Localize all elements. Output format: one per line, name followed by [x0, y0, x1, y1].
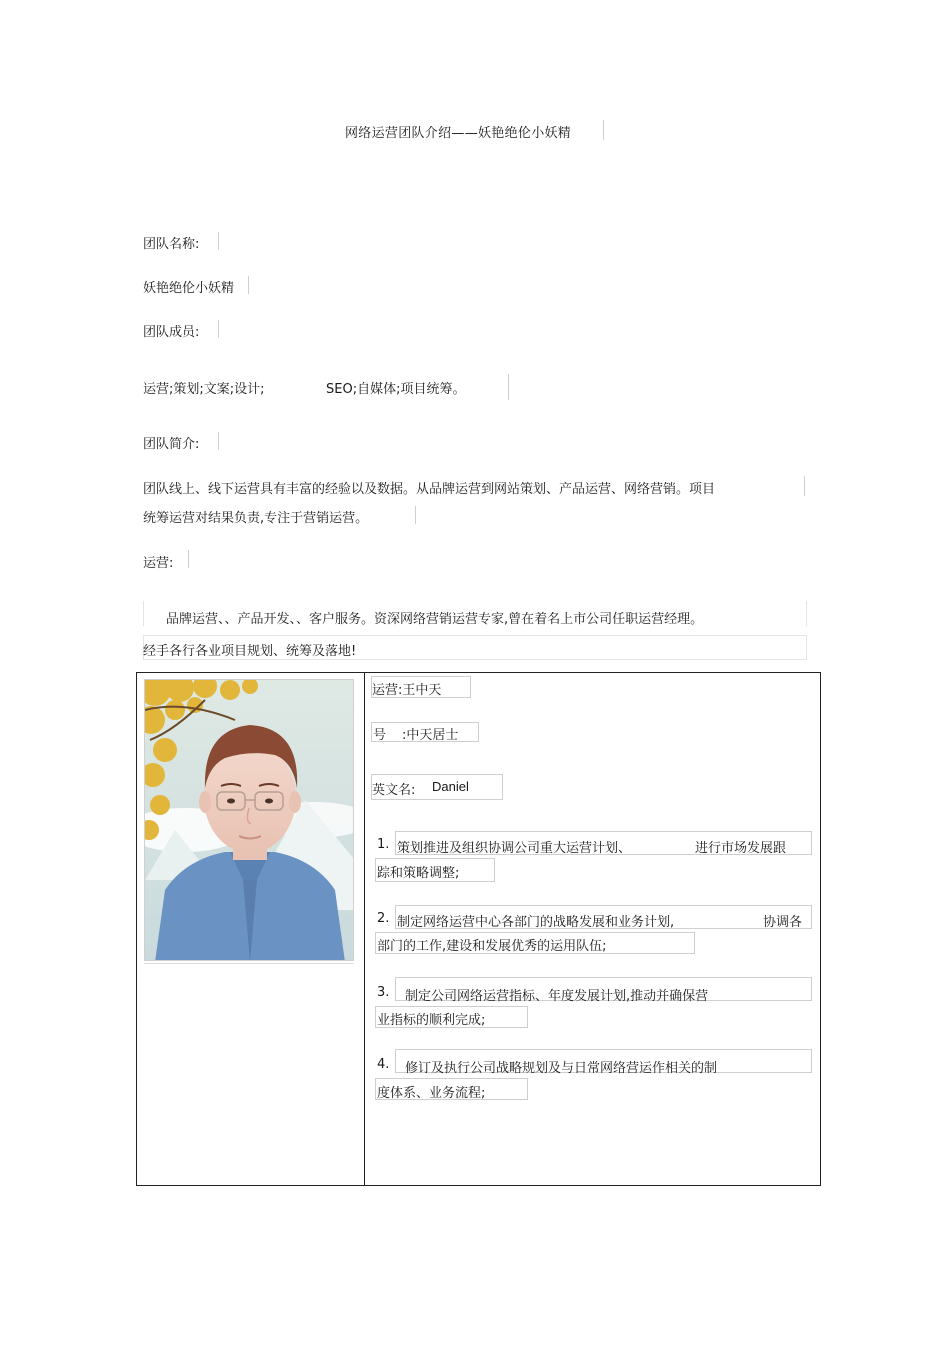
- divider: [218, 432, 219, 450]
- duty-3-text-line2: 业指标的顺利完成;: [377, 1013, 486, 1028]
- duty-4-number: 4.: [377, 1057, 390, 1072]
- alias-prefix: 号: [373, 728, 387, 743]
- alias-value: :中天居士: [402, 728, 459, 743]
- divider: [415, 506, 416, 524]
- title-divider: [603, 120, 604, 140]
- duty-3-text: 制定公司网络运营指标、年度发展计划,推动并确保营: [405, 989, 709, 1004]
- ops-line-1: 品牌运营、、产品开发、、客户服务。资深网络营销运营专家,曾在着名上市公司任职运营经理。: [166, 612, 704, 627]
- divider: [804, 476, 805, 496]
- divider: [508, 374, 509, 400]
- duty-2-text: 制定网络运营中心各部门的战略发展和业务计划,: [397, 915, 675, 930]
- duty-3-number: 3.: [377, 985, 390, 1000]
- intro-line-2: 统筹运营对结果负责,专注于营销运营。: [143, 511, 369, 526]
- english-name-label: 英文名:: [372, 783, 416, 798]
- divider: [248, 276, 249, 294]
- duty-1-number: 1.: [377, 837, 390, 852]
- page-title: 网络运营团队介绍——妖艳绝伦小妖精: [345, 126, 572, 141]
- team-name: 妖艳绝伦小妖精: [143, 281, 235, 296]
- duty-1-text: 策划推进及组织协调公司重大运营计划、: [397, 841, 632, 856]
- duty-1-text-line2: 踪和策略调整;: [377, 866, 460, 881]
- portrait-illustration-icon: [144, 679, 354, 961]
- divider: [188, 550, 189, 568]
- duty-2-text-line2: 部门的工作,建设和发展优秀的运用队伍;: [377, 939, 607, 954]
- intro-line-1: 团队线上、线下运营具有丰富的经验以及数据。从品牌运营到网站策划、产品运营、网络营销。项目: [143, 482, 716, 497]
- duty-2-text-cont: 协调各: [763, 915, 803, 930]
- duty-4-text-line2: 度体系、业务流程;: [377, 1086, 486, 1101]
- team-name-label: 团队名称:: [143, 237, 200, 252]
- intro-label: 团队简介:: [143, 437, 200, 452]
- ops-label: 运营:: [143, 556, 174, 571]
- duty-1-text-cont: 进行市场发展跟: [695, 841, 787, 856]
- members-roles: 运营;策划;文案;设计;: [143, 382, 265, 397]
- divider: [218, 320, 219, 338]
- table-column-divider: [364, 672, 365, 1186]
- divider: [218, 232, 219, 250]
- photo-underline: [144, 963, 354, 964]
- operator-name: 运营:王中天: [372, 683, 442, 698]
- english-name-value: Daniel: [432, 779, 469, 794]
- members-roles-cont: SEO;自媒体;项目统筹。: [326, 382, 466, 397]
- duty-2-number: 2.: [377, 911, 390, 926]
- duty-4-text: 修订及执行公司战略规划及与日常网络营运作相关的制: [405, 1061, 718, 1076]
- members-label: 团队成员:: [143, 325, 200, 340]
- ops-line-2: 经手各行各业项目规划、统筹及落地!: [143, 644, 357, 659]
